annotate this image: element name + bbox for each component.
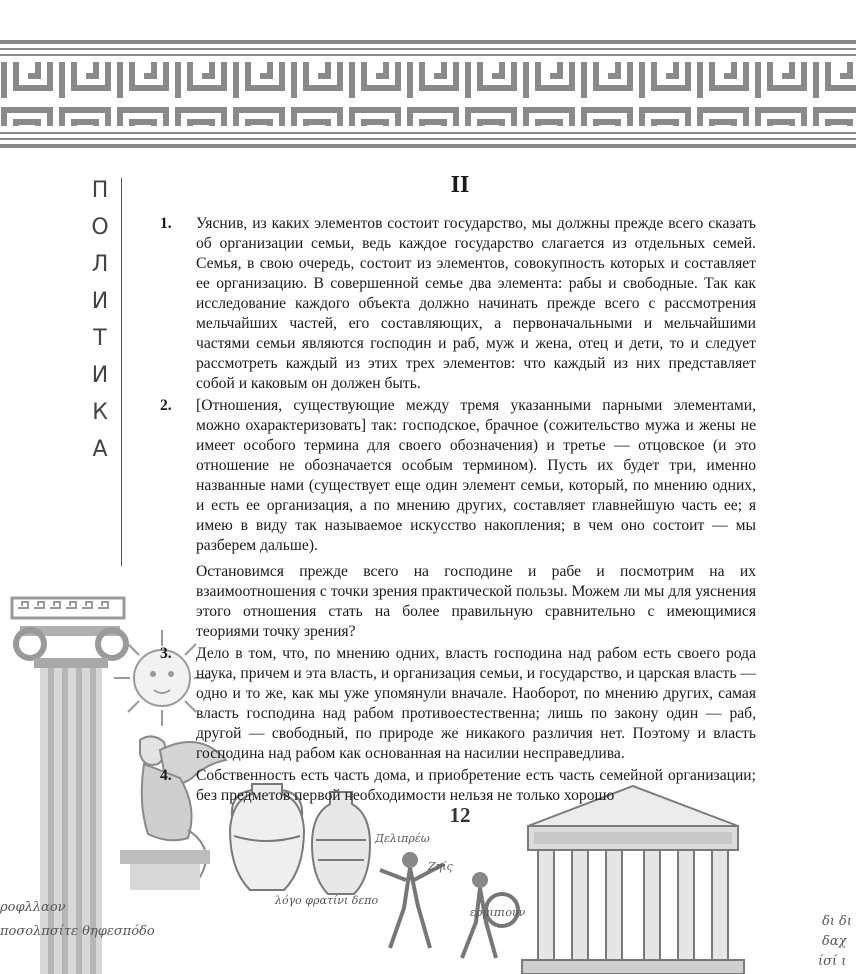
side-title bbox=[86, 172, 114, 468]
script-fragment: ποσολπσίτε θηφεσπόδο bbox=[0, 924, 155, 939]
side-title-letter: П bbox=[91, 178, 109, 203]
paragraph-text: Уяснив, из каких элементов состоит государство, мы должны прежде всего сказать об организации семьи, ведь каждое государство слагается из отдельных семей. Семья, в свою очередь, состоит из элементов, совокупность которых и составляет ее организацию. В совершенной семье два элемента: рабы и свободные. Так как исследование каждого объекта должно начинать прежде всего с рассмотрения мельчайших частей, его составляющих, а первоначальными и мельчайшими частями семьи являются господин и раб, муж и жена, отец и дети, то и следует рассмотреть каждый из этих трех элементов: что каждый из них представляет собой и каковым он должен быть. bbox=[196, 215, 756, 392]
script-fragment: ίσί ι bbox=[818, 954, 847, 969]
script-fragment: Дελιπρέω bbox=[375, 832, 430, 845]
side-title-letter: Л bbox=[91, 252, 109, 277]
meander-border bbox=[0, 40, 856, 150]
paragraph-2 bbox=[160, 396, 756, 556]
side-title-letter: И bbox=[91, 289, 109, 314]
paragraph-text: [Отношения, существующие между тремя указанными парными элементами, можно охарактеризовать] так: господское, брачное (сожительство мужа и жены не имеет особого термина для своего обозначения) и третье — отцовское (и это отношение не обозначается особым термином). Пусть их будет три, именно названные нами (существует еще один элемент семьи, который, по мнению одних, и есть ее организация, а по мнению других, составляет главнейшую часть ее; я имею в виду так называемое искусство накопления; в чем оно состоит — мы разберем дальше). bbox=[196, 397, 756, 554]
chapter-numeral: II bbox=[450, 172, 470, 198]
body-text bbox=[160, 214, 756, 808]
side-title-letter: О bbox=[91, 215, 109, 240]
paragraph-text: Собственность есть часть дома, и приобретение есть часть семейной организации; без предметов первой необходимости нельзя не только хорошо bbox=[196, 767, 756, 804]
paragraph-number: 1. bbox=[160, 215, 172, 232]
paragraph-text: Остановимся прежде всего на господине и рабе и посмотрим на их взаимоотношения с точки зрения практической пользы. Можем ли мы для уяснения этого отношения стать на более правильную сравнительно с имеющимися теориями точку зрения? bbox=[196, 563, 756, 640]
paragraph-2-continued bbox=[160, 562, 756, 642]
script-fragment: λόγο φρατίνι δεπο bbox=[275, 894, 379, 907]
paragraph-number: 2. bbox=[160, 397, 172, 414]
paragraph-number: 4. bbox=[160, 767, 172, 784]
side-title-letter: К bbox=[92, 400, 108, 425]
script-fragment: δι δι bbox=[822, 914, 852, 929]
paragraph-text: Дело в том, что, по мнению одних, власть господина над рабом есть своего рода наука, причем и эта власть, и организация семьи, и государство, и царская власть — одно и то же, как мы уже упомянули вначале. Наоборот, по мнению других, самая власть господина над рабом противоестественна; лишь по закону один — раб, другой — свободный, по природе же никакого различия нет. Поэтому и власть господина над рабом как основанная на насилии несправедлива. bbox=[196, 645, 756, 762]
side-rule bbox=[121, 178, 122, 566]
page-number: 12 bbox=[449, 803, 471, 827]
script-fragment: ροφλλαον bbox=[0, 900, 66, 915]
script-fragment: δαχ bbox=[822, 934, 847, 949]
side-title-letter: Т bbox=[93, 326, 107, 351]
paragraph-4 bbox=[160, 766, 756, 806]
script-fragment: Ζηίς bbox=[428, 860, 453, 873]
temple-illustration bbox=[518, 780, 748, 974]
paragraph-3 bbox=[160, 644, 756, 764]
paragraph-number: 3. bbox=[160, 645, 172, 662]
script-fragment: ερμιπιουν bbox=[470, 906, 526, 919]
side-title-letter: И bbox=[91, 363, 109, 388]
paragraph-1 bbox=[160, 214, 756, 394]
side-title-letter: А bbox=[92, 437, 108, 462]
